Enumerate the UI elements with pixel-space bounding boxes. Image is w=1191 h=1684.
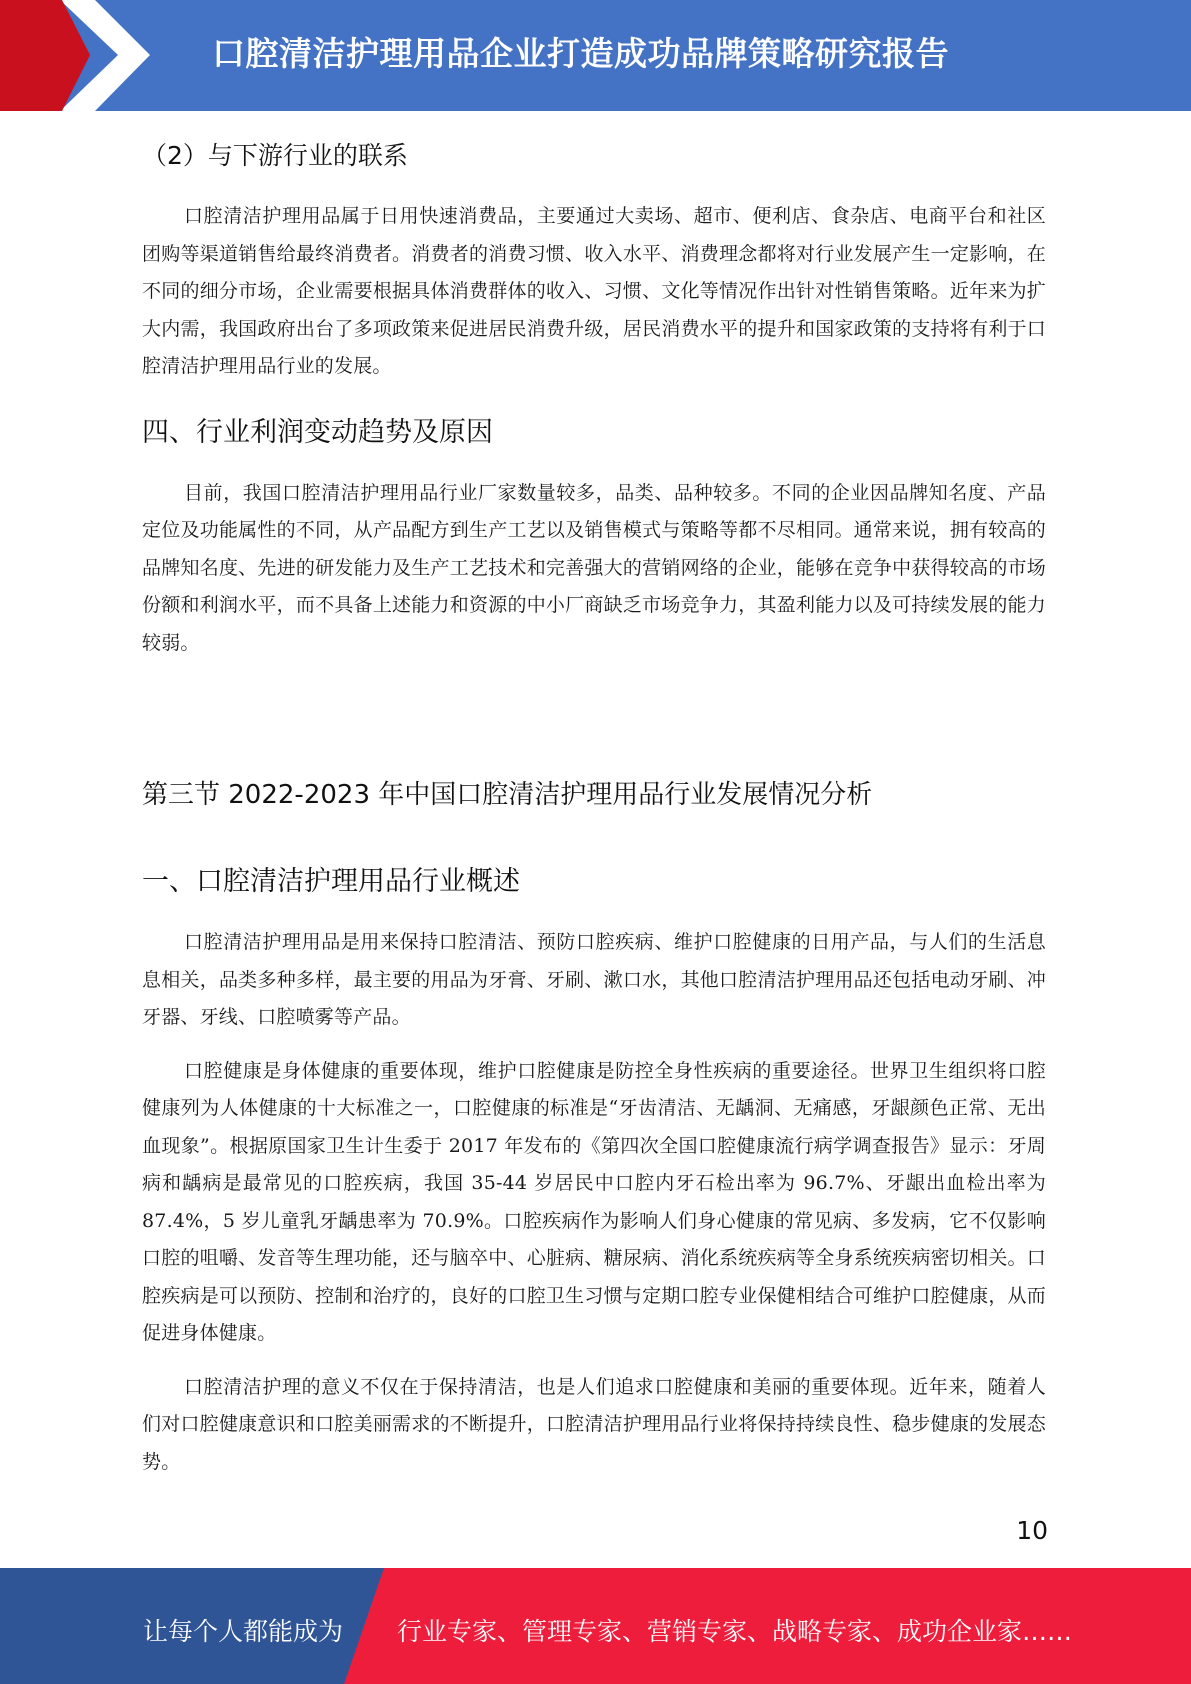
document-body bbox=[142, 128, 1046, 1497]
report-title: 口腔清洁护理用品企业打造成功品牌策略研究报告 bbox=[212, 34, 949, 73]
paragraph-overview-1: 口腔清洁护理用品是用来保持口腔清洁、预防口腔疾病、维护口腔健康的日用产品，与人们的生活息息相关，品类多种多样，最主要的用品为牙膏、牙刷、漱口水，其他口腔清洁护理用品还包括电动牙刷、冲牙器、牙线、口腔喷雾等产品。 bbox=[142, 931, 1046, 1028]
sub-heading-downstream: （2）与下游行业的联系 bbox=[142, 141, 408, 170]
heading-industry-overview: 一、口腔清洁护理用品行业概述 bbox=[142, 866, 520, 897]
paragraph-profit-trend: 目前，我国口腔清洁护理用品行业厂家数量较多，品类、品种较多。不同的企业因品牌知名度、产品定位及功能属性的不同，从产品配方到生产工艺以及销售模式与策略等都不尽相同。通常来说，拥有较高的品牌知名度、先进的研发能力及生产工艺技术和完善强大的营销网络的企业，能够在竞争中获得较高的市场份额和利润水平，而不具备上述能力和资源的中小厂商缺乏市场竞争力，其盈利能力以及可持续发展的能力较弱。 bbox=[142, 481, 1046, 654]
footer-slogan-right: 行业专家、管理专家、营销专家、战略专家、成功企业家…… bbox=[397, 1617, 1073, 1646]
chapter-title: 第三节 2022-2023 年中国口腔清洁护理用品行业发展情况分析 bbox=[142, 780, 873, 810]
page-header bbox=[0, 0, 1191, 111]
paragraph-overview-3: 口腔清洁护理的意义不仅在于保持清洁，也是人们追求口腔健康和美丽的重要体现。近年来，随着人们对口腔健康意识和口腔美丽需求的不断提升，口腔清洁护理用品行业将保持持续良性、稳步健康的发展态势。 bbox=[142, 1375, 1046, 1473]
paragraph-downstream: 口腔清洁护理用品属于日用快速消费品，主要通过大卖场、超市、便利店、食杂店、电商平台和社区团购等渠道销售给最终消费者。消费者的消费习惯、收入水平、消费理念都将对行业发展产生一定影响，在不同的细分市场，企业需要根据具体消费群体的收入、习惯、文化等情况作出针对性销售策略。近年来为扩大内需，我国政府出台了多项政策来促进居民消费升级，居民消费水平的提升和国家政策的支持将有利于口腔清洁护理用品行业的发展。 bbox=[142, 205, 1046, 377]
heading-profit-trend: 四、行业利润变动趋势及原因 bbox=[142, 416, 493, 448]
paragraph-overview-2: 口腔健康是身体健康的重要体现，维护口腔健康是防控全身性疾病的重要途径。世界卫生组织将口腔健康列为人体健康的十大标准之一，口腔健康的标准是“牙齿清洁、无龋洞、无痛感，牙龈颜色正常、无出血现象”。根据原国家卫生计生委于 2017 年发布的《第四次全国口腔健康流行病学调查报告》显示：牙周病和龋病是最常见的口腔疾病，我国 35-44 岁居民中口腔内牙石检出率为 96.7%、牙龈出血检出率为 87.4%，5 岁儿童乳牙龋患率为 70.9%。口腔疾病作为影响人们身心健康的常见病、多发病，它不仅影响口腔的咀嚼、发音等生理功能，还与脑卒中、心脏病、糖尿病、消化系统疾病等全身系统疾病密切相关。口腔疾病是可以预防、控制和治疗的，良好的口腔卫生习惯与定期口腔专业保健相结合可维护口腔健康，从而促进身体健康。 bbox=[142, 1059, 1046, 1344]
page-footer bbox=[0, 1568, 1191, 1684]
footer-slogan-left: 让每个人都能成为 bbox=[143, 1617, 344, 1646]
page-number: 10 bbox=[1016, 1516, 1048, 1545]
